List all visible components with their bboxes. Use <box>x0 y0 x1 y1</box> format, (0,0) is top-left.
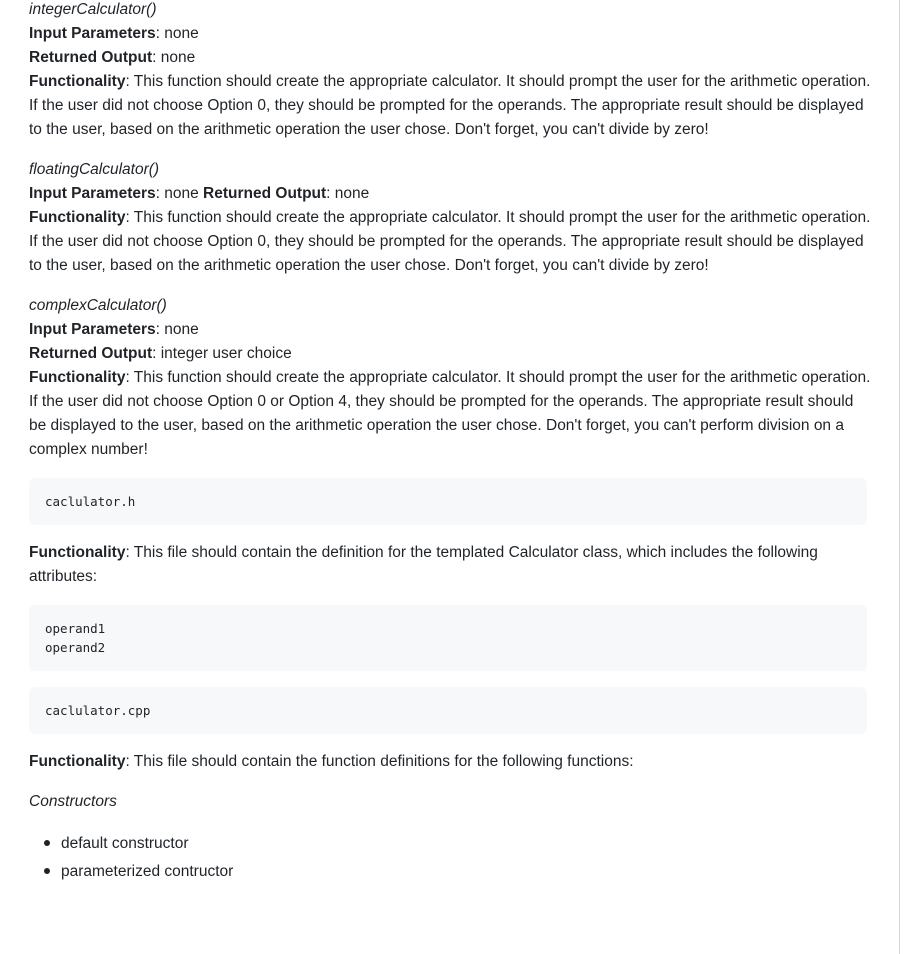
returned-output-label: Returned Output <box>203 185 327 202</box>
input-parameters-value: : none <box>155 25 199 42</box>
input-parameters-line <box>29 22 874 46</box>
input-parameters-label: Input Parameters <box>29 185 156 202</box>
returned-output-label: Returned Output <box>29 49 153 66</box>
list-item <box>61 858 874 886</box>
function-spec-complex-calculator <box>29 294 874 462</box>
header-functionality-paragraph <box>29 541 874 589</box>
functionality-text: : This function should create the appropriate calculator. It should prompt the user for the arithmetic operation. If the user did not choose Option 0 or Option 4, they should be prompted for the operands. The appropriate result should be displayed to the user, based on the arithmetic operation the user chose. Don't forget, you can't perform division on a complex number! <box>29 369 871 458</box>
functionality-paragraph <box>29 206 874 278</box>
returned-output-line <box>29 342 874 366</box>
input-parameters-value: : none <box>155 185 204 202</box>
functionality-label: Functionality <box>29 753 126 770</box>
returned-output-value: : integer user choice <box>152 345 292 362</box>
functionality-label: Functionality <box>29 73 126 90</box>
attributes-code-block: operand1 operand2 <box>29 605 867 671</box>
functionality-text: : This function should create the appropriate calculator. It should prompt the user for the arithmetic operation. If the user did not choose Option 0, they should be prompted for the operands. The appropriate result should be displayed to the user, based on the arithmetic operation the user chose. Don't forget, you can't divide by zero! <box>29 73 871 138</box>
source-functionality-paragraph <box>29 750 874 774</box>
page-right-border <box>899 0 900 954</box>
function-name: complexCalculator() <box>29 297 167 314</box>
function-spec-floating-calculator <box>29 158 874 278</box>
functionality-label: Functionality <box>29 369 126 386</box>
returned-output-line <box>29 46 874 70</box>
functionality-text: : This file should contain the function definitions for the following functions: <box>125 753 634 770</box>
input-parameters-label: Input Parameters <box>29 321 156 338</box>
header-file-code-block: caclulator.h <box>29 478 867 525</box>
functionality-text: : This function should create the appropriate calculator. It should prompt the user for the arithmetic operation. If the user did not choose Option 0, they should be prompted for the operands. The appropriate result should be displayed to the user, based on the arithmetic operation the user chose. Don't forget, you can't divide by zero! <box>29 209 871 274</box>
input-parameters-label: Input Parameters <box>29 25 156 42</box>
functionality-paragraph <box>29 70 874 142</box>
returned-output-value: : none <box>152 49 196 66</box>
functionality-label: Functionality <box>29 544 126 561</box>
bullet-icon <box>44 868 50 874</box>
functionality-label: Functionality <box>29 209 126 226</box>
document-content <box>29 0 874 886</box>
function-name: integerCalculator() <box>29 1 157 18</box>
returned-output-value: : none <box>326 185 370 202</box>
constructors-list <box>29 830 874 886</box>
returned-output-label: Returned Output <box>29 345 153 362</box>
input-parameters-value: : none <box>155 321 199 338</box>
source-file-code-block: caclulator.cpp <box>29 687 867 734</box>
constructors-heading: Constructors <box>29 793 117 810</box>
functionality-text: : This file should contain the definition for the templated Calculator class, which includes the following attributes: <box>29 544 818 585</box>
list-item-text: parameterized contructor <box>61 863 234 880</box>
function-spec-integer-calculator <box>29 0 874 142</box>
list-item-text: default constructor <box>61 835 189 852</box>
list-item <box>61 830 874 858</box>
functionality-paragraph <box>29 366 874 462</box>
function-name: floatingCalculator() <box>29 161 160 178</box>
bullet-icon <box>44 840 50 846</box>
parameters-output-line <box>29 182 874 206</box>
input-parameters-line <box>29 318 874 342</box>
